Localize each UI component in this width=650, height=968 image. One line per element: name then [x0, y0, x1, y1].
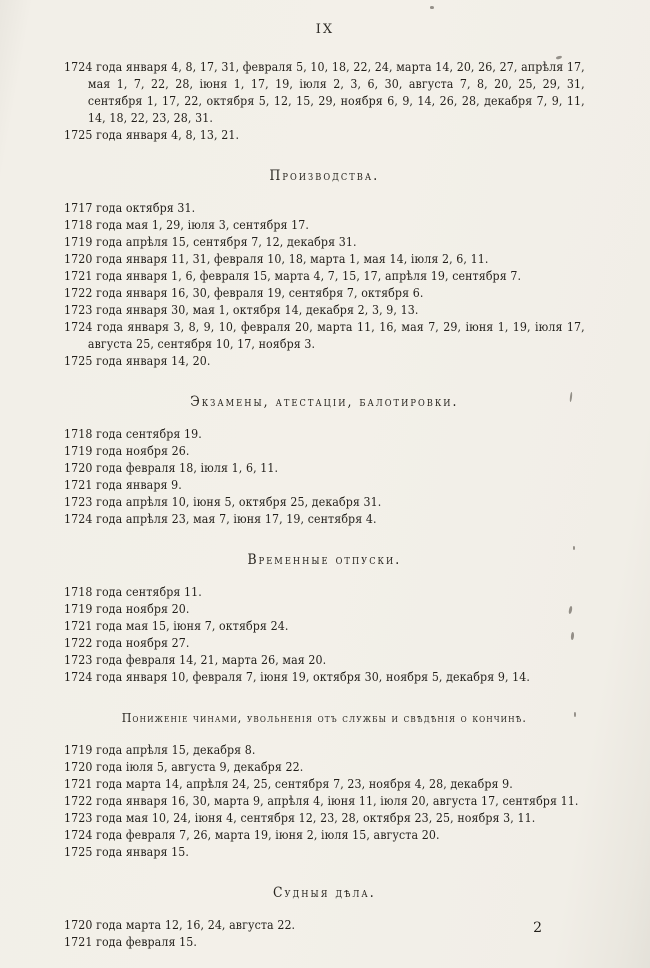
index-entry: 1722 года ноября 27. — [64, 636, 190, 650]
index-entry: 1723 года мая 10, 24, іюня 4, сентября 12, 23, 28, октября 23, 25, ноября 3, 11. — [64, 811, 536, 825]
index-entry: 1719 года апрѣля 15, сентября 7, 12, декабря 31. — [64, 235, 357, 249]
index-entry: 1721 года января 1, 6, февраля 15, марта 4, 7, 15, 17, апрѣля 19, сентября 7. — [64, 269, 522, 283]
section-heading: Пониженіе чинами, увольненія отъ службы и свѣдѣнія о кончинѣ. — [121, 711, 528, 725]
index-entry: 1721 года марта 14, апрѣля 24, 25, сентября 7, 23, ноября 4, 28, декабря 9. — [64, 777, 513, 791]
index-content — [64, 59, 585, 951]
index-entry: 1721 года мая 15, іюня 7, октября 24. — [64, 619, 289, 633]
index-entry: 1718 года сентября 19. — [64, 427, 202, 441]
index-entry: 1719 года апрѣля 15, декабря 8. — [64, 743, 256, 757]
index-entry: 1724 года января 10, февраля 7, іюня 19, октября 30, ноября 5, декабря 9, 14. — [64, 670, 531, 684]
index-entry: 1723 года апрѣля 10, іюня 5, октября 25, декабря 31. — [64, 495, 382, 509]
index-entry: 1725 года января 14, 20. — [64, 354, 211, 368]
page-header-roman-numeral: IX — [315, 22, 335, 37]
scan-artifact — [574, 712, 576, 717]
scan-artifact — [430, 6, 434, 9]
index-entry: 1724 года февраля 7, 26, марта 19, іюня 2, іюля 15, августа 20. — [64, 828, 440, 842]
index-sections — [64, 168, 585, 951]
index-entry: 1719 года ноября 26. — [64, 444, 190, 458]
section-heading: Экзамены, атестаціи, балотировки. — [190, 394, 459, 410]
page-number: 2 — [533, 920, 542, 936]
index-entry: 1724 года января 3, 8, 9, 10, февраля 20, марта 11, 16, мая 7, 29, іюня 1, 19, іюля 17, августа 25, сентября 10, 17, ноября 3. — [64, 320, 585, 351]
section-heading: Временные отпуски. — [247, 552, 402, 568]
index-entry: 1720 года іюля 5, августа 9, декабря 22. — [64, 760, 304, 774]
scan-artifact — [573, 546, 575, 550]
index-entry: 1718 года мая 1, 29, іюля 3, сентября 17. — [64, 218, 310, 232]
index-entry: 1718 года сентября 11. — [64, 585, 202, 599]
index-entry: 1721 года февраля 15. — [64, 935, 197, 949]
index-entry: 1719 года ноября 20. — [64, 602, 190, 616]
index-entry: 1717 года октября 31. — [64, 201, 196, 215]
index-entry: 1723 года января 30, мая 1, октября 14, декабря 2, 3, 9, 13. — [64, 303, 419, 317]
continued-entry-block — [64, 59, 585, 144]
index-entry: 1720 года января 11, 31, февраля 10, 18, марта 1, мая 14, іюля 2, 6, 11. — [64, 252, 489, 266]
index-entry: 1720 года марта 12, 16, 24, августа 22. — [64, 918, 296, 932]
index-entry: 1725 года января 15. — [64, 845, 189, 859]
index-entry: 1725 года января 4, 8, 13, 21. — [64, 128, 240, 142]
index-entry: 1724 года января 4, 8, 17, 31, февраля 5, 10, 18, 22, 24, марта 14, 20, 26, 27, апрѣля 17, мая 1, 7, 22, 28, іюня 1, 17, 19, іюля 2, 3, 6, 30, августа 7, 8, 20, 25, 29, 31, сентября 1, 17, 22, октября 5, 12, 15, 29, ноября 6, 9, 14, 26, 28, декабря 7, 9, 11, 14, 18, 22, 23, 28, 31. — [64, 60, 585, 125]
index-entry: 1722 года января 16, 30, февраля 19, сентября 7, октября 6. — [64, 286, 424, 300]
index-entry: 1721 года января 9. — [64, 478, 182, 492]
index-entry: 1720 года февраля 18, іюля 1, 6, 11. — [64, 461, 279, 475]
section-heading: Судныя дѣла. — [273, 885, 376, 901]
index-entry: 1723 года февраля 14, 21, марта 26, мая 20. — [64, 653, 327, 667]
index-entry: 1722 года января 16, 30, марта 9, апрѣля 4, іюня 11, іюля 20, августа 17, сентября 11. — [64, 794, 579, 808]
index-entry: 1724 года апрѣля 23, мая 7, іюня 17, 19, сентября 4. — [64, 512, 377, 526]
section-heading: Производства. — [269, 168, 380, 184]
